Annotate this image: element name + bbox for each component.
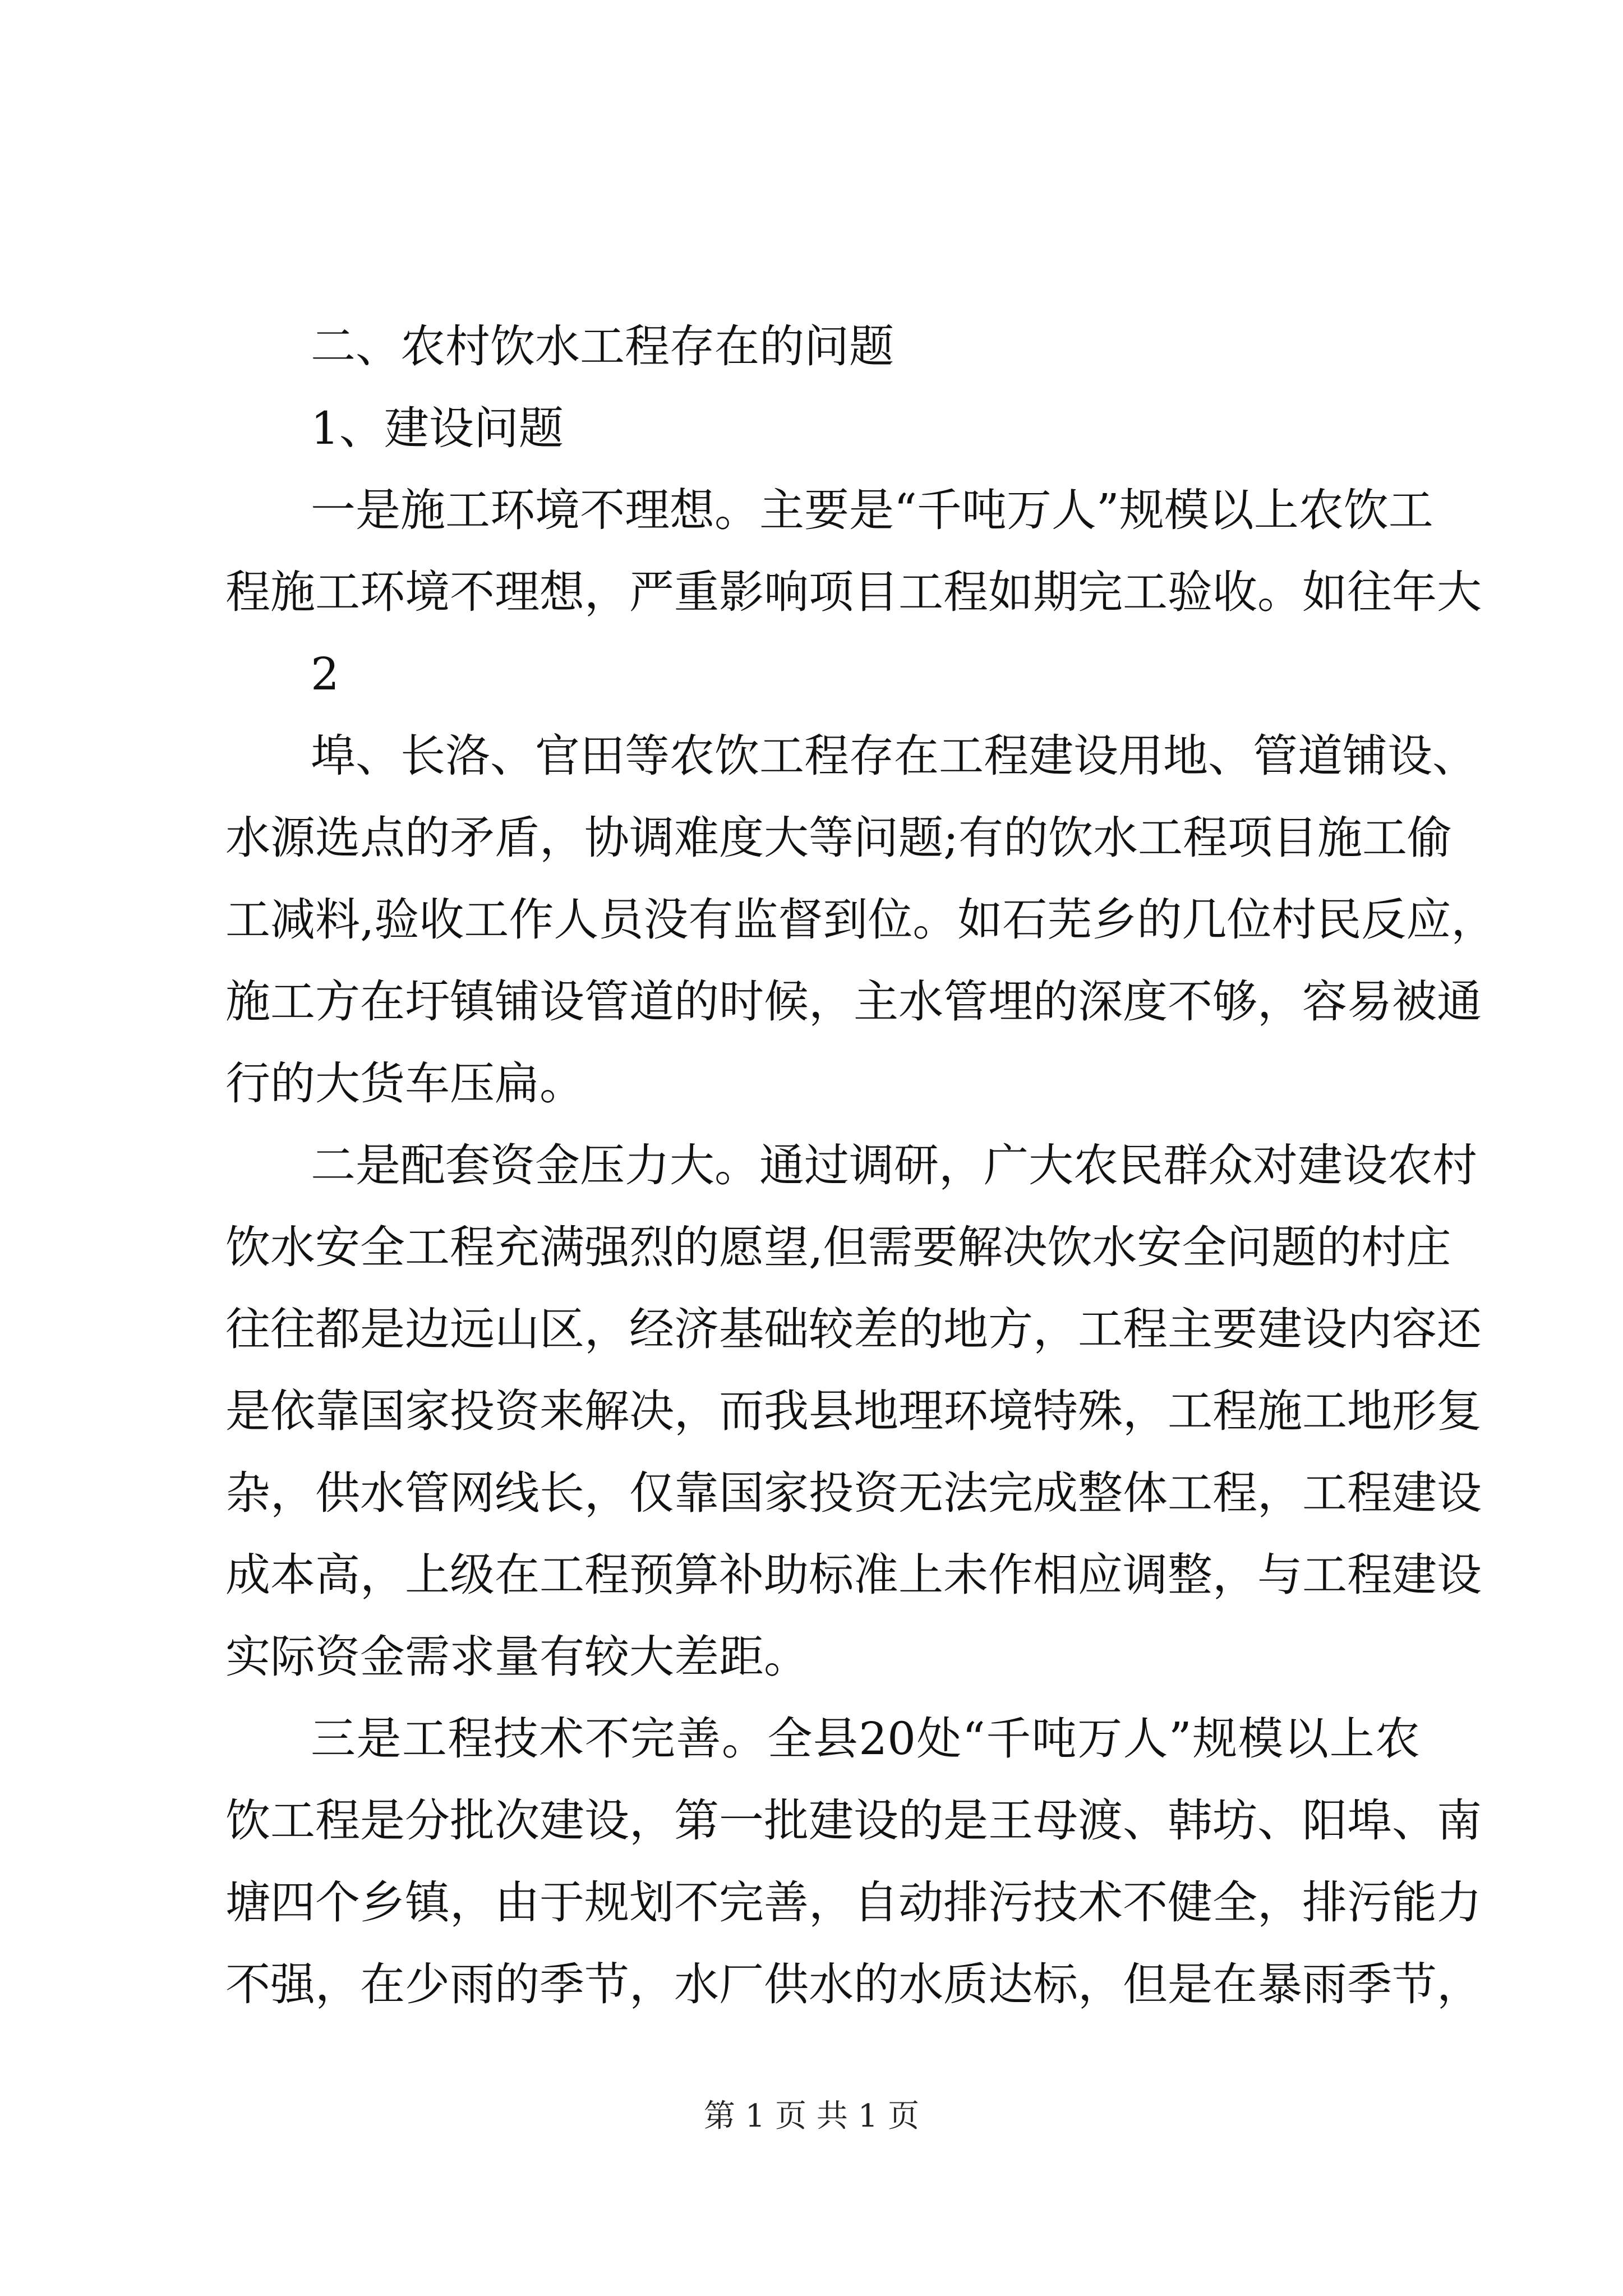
paragraph-line: 施工方在圩镇铺设管道的时候，主水管埋的深度不够，容易被通 bbox=[225, 976, 1482, 1028]
paragraph-line: 杂，供水管网线长，仅靠国家投资无法完成整体工程，工程建设 bbox=[225, 1467, 1482, 1519]
paragraph-line: 三是工程技术不完善。全县20处“千吨万人”规模以上农 bbox=[311, 1713, 1420, 1765]
paragraph-line: 是依靠国家投资来解决，而我县地理环境特殊，工程施工地形复 bbox=[225, 1385, 1482, 1437]
paragraph-line: 饮工程是分批次建设，第一批建设的是王母渡、韩坊、阳埠、南 bbox=[225, 1795, 1482, 1847]
paragraph-line: 埠、长洛、官田等农饮工程存在工程建设用地、管道铺设、 bbox=[311, 730, 1477, 782]
paragraph-line: 一是施工环境不理想。主要是“千吨万人”规模以上农饮工 bbox=[311, 484, 1433, 536]
paragraph-line: 成本高，上级在工程预算补助标准上未作相应调整，与工程建设 bbox=[225, 1549, 1482, 1601]
paragraph-line: 水源选点的矛盾，协调难度大等问题;有的饮水工程项目施工偷 bbox=[225, 812, 1452, 864]
inline-page-number: 2 bbox=[311, 648, 339, 700]
paragraph-line: 往往都是边远山区，经济基础较差的地方，工程主要建设内容还 bbox=[225, 1303, 1482, 1355]
document-body bbox=[225, 306, 1496, 2026]
subsection-heading: 1、建设问题 bbox=[311, 402, 564, 454]
section-heading: 二、农村饮水工程存在的问题 bbox=[311, 320, 894, 372]
paragraph-line: 二是配套资金压力大。通过调研，广大农民群众对建设农村 bbox=[311, 1139, 1477, 1191]
paragraph-line: 实际资金需求量有较大差距。 bbox=[225, 1631, 809, 1683]
paragraph-line: 行的大货车压扁。 bbox=[225, 1057, 584, 1110]
paragraph-line: 塘四个乡镇，由于规划不完善，自动排污技术不健全，排污能力 bbox=[225, 1876, 1482, 1929]
paragraph-line: 不强，在少雨的季节，水厂供水的水质达标，但是在暴雨季节， bbox=[225, 1958, 1482, 2010]
paragraph-line: 饮水安全工程充满强烈的愿望,但需要解决饮水安全问题的村庄 bbox=[225, 1221, 1451, 1273]
paragraph-line: 程施工环境不理想，严重影响项目工程如期完工验收。如往年大 bbox=[225, 566, 1482, 618]
page-footer: 第 1 页 共 1 页 bbox=[703, 2098, 920, 2134]
paragraph-line: 工减料,验收工作人员没有监督到位。如石芜乡的几位村民反应， bbox=[225, 894, 1496, 946]
